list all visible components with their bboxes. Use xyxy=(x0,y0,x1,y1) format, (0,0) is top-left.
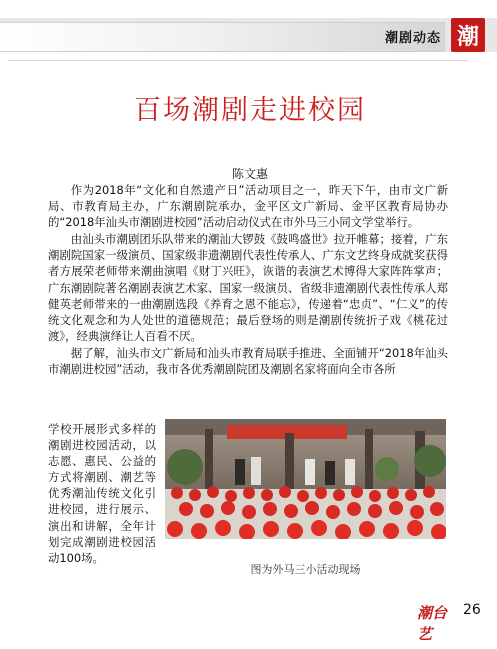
photo-caption: 图为外马三小活动现场 xyxy=(250,563,361,576)
paragraph-2: 由汕头市潮剧团乐队带来的潮汕大锣鼓《鼓鸣盛世》拉开帷幕；接着，广东潮剧院国家一级演员、国家级非遗潮剧代表性传承人、广东文艺终身成就奖获得者方展荣老师带来潮曲演唱《财丁兴旺》，诙谐的表演艺术博得大家阵阵掌声；广东潮剧院著名潮剧表演艺术家、国家一级演员、省级非遗潮剧代表性传承人郑健英老师带来的一曲潮剧选段《养育之恩不能忘》，传递着“忠贞”、“仁义”的传统文化观念和为人处世的道德规范；最后登场的则是潮剧传统折子戏《桃花过渡》，经典演绎让人百看不厌。 xyxy=(48,232,448,343)
paragraph-3: 据了解，汕头市文广新局和汕头市教育局联手推进、全面铺开“2018年汕头市潮剧进校园”活动，我市各优秀潮剧院团及潮剧名家将面向全市各所 xyxy=(48,345,448,377)
article-body xyxy=(48,182,448,378)
header-bar xyxy=(0,22,445,52)
section-label: 潮剧动态 xyxy=(385,31,442,46)
event-photo xyxy=(165,419,446,539)
page-number: 26 xyxy=(463,602,481,618)
event-photo-illustration xyxy=(165,419,446,539)
magazine-logo: 潮台艺 xyxy=(417,604,448,643)
paragraph-1: 作为2018年“文化和自然遗产日”活动项目之一，昨天下午，由市文广新局、市教育局主办，广东潮剧院承办，金平区文广新局、金平区教育局协办的“2018年汕头市潮剧进校园”活动启动仪式在市外马三小同文学堂举行。 xyxy=(48,183,448,230)
article-author: 陈文惠 xyxy=(231,167,268,181)
header-divider xyxy=(8,60,468,61)
section-seal-logo: 潮 xyxy=(451,18,485,52)
article-title: 百场潮剧走进校园 xyxy=(134,95,366,126)
paragraph-3-continued: 学校开展形式多样的潮剧进校园活动，以志愿、惠民、公益的方式将潮剧、潮艺等优秀潮汕传统文化引进校园，进行展示、演出和讲解，全年计划完成潮剧进校园活动100场。 xyxy=(48,422,156,565)
